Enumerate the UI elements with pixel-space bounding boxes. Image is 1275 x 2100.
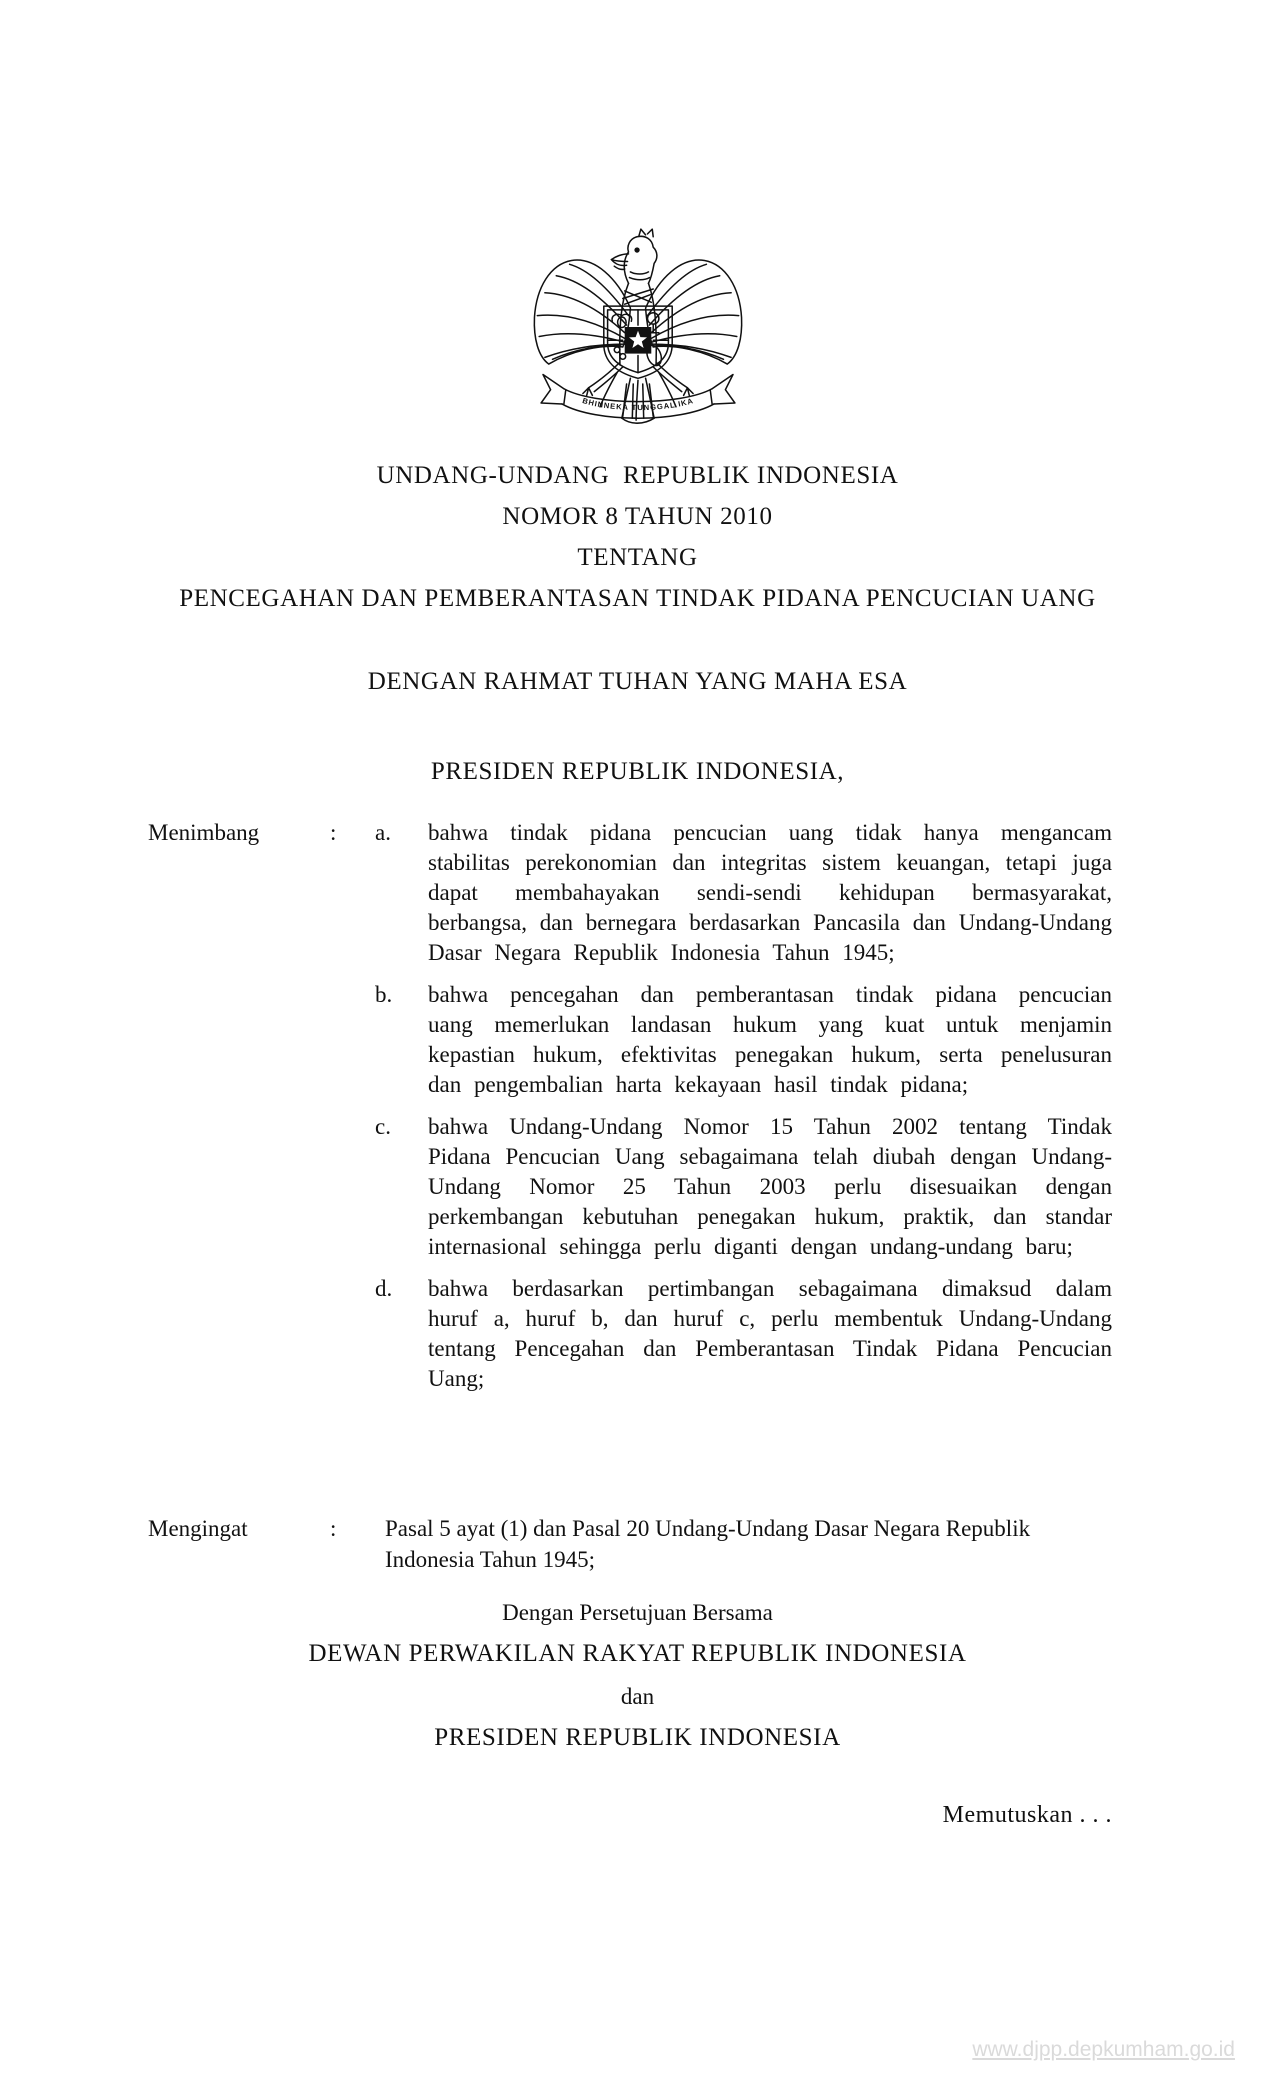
menimbang-items xyxy=(375,818,1112,1394)
motto-text: BHINNEKA TUNGGAL IKA xyxy=(581,396,695,413)
item-text: bahwa pencegahan dan pemberantasan tindak pidana pencucian uang memerlukan landasan hukum yang kuat untuk menjamin kepastian hukum, efektivitas penegakan hukum, serta penelusuran dan pengembalian harta kekayaan hasil tindak pidana; xyxy=(428,982,1112,1097)
watermark-link: www.djpp.depkumham.go.id xyxy=(972,2038,1235,2061)
mengingat-label: Mengingat xyxy=(148,1516,248,1541)
menimbang-section xyxy=(148,818,1112,1394)
mengingat-colon: : xyxy=(330,1516,337,1541)
item-letter: b. xyxy=(375,982,393,1007)
title-line-4: PENCEGAHAN DAN PEMBERANTASAN TINDAK PIDANA PENCUCIAN UANG xyxy=(179,585,1096,612)
item-letter: a. xyxy=(375,820,391,845)
chain-icon xyxy=(614,347,625,359)
item-letter: d. xyxy=(375,1276,393,1301)
item-text: bahwa berdasarkan pertimbangan sebagaimana dimaksud dalam huruf a, huruf b, dan huruf c, perlu membentuk Undang-Undang tentang Pencegahan dan Pemberantasan Tindak Pidana Pencucian Uang; xyxy=(428,1276,1112,1391)
president-line: PRESIDEN REPUBLIK INDONESIA, xyxy=(430,758,845,785)
agreement-line-3: dan xyxy=(620,1684,655,1709)
agreement-line-4: PRESIDEN REPUBLIK INDONESIA xyxy=(434,1724,841,1751)
menimbang-item-d xyxy=(375,1274,1112,1394)
item-text: bahwa tindak pidana pencucian uang tidak hanya mengancam stabilitas perekonomian dan integritas sistem keuangan, tetapi juga dapat membahayakan sendi-sendi kehidupan bermasyarakat, berbangsa, dan bernegara berdasarkan Pancasila dan Undang-Undang Dasar Negara Republik Indonesia Tahun 1945; xyxy=(428,820,1112,965)
item-letter: c. xyxy=(375,1114,391,1139)
mengingat-text: Pasal 5 ayat (1) dan Pasal 20 Undang-Undang Dasar Negara Republik Indonesia Tahun 1945; xyxy=(385,1516,1031,1572)
menimbang-item-b xyxy=(375,980,1112,1100)
item-text: bahwa Undang-Undang Nomor 15 Tahun 2002 tentang Tindak Pidana Pencucian Uang sebagaimana telah diubah dengan Undang-Undang Nomor 25 Tahun 2003 perlu disesuaikan dengan perkembangan kebutuhan penegakan hukum, praktik, dan standar internasional sehingga perlu diganti dengan undang-undang baru; xyxy=(428,1114,1112,1259)
title-line-3: TENTANG xyxy=(577,544,698,571)
wing-right-icon xyxy=(646,260,742,364)
menimbang-item-c xyxy=(375,1112,1112,1262)
menimbang-colon: : xyxy=(330,820,337,845)
eagle-head-icon xyxy=(611,229,656,283)
wing-left-icon xyxy=(534,260,630,364)
agreement-line-1: Dengan Persetujuan Bersama xyxy=(502,1600,773,1625)
title-line-2: NOMOR 8 TAHUN 2010 xyxy=(502,503,773,530)
tail-feathers-icon xyxy=(600,373,676,424)
agreement-line-2: DEWAN PERWAKILAN RAKYAT REPUBLIK INDONESIA xyxy=(308,1640,967,1667)
mengingat-section xyxy=(148,1513,1112,1575)
document-title-block xyxy=(0,455,1275,619)
menimbang-item-a xyxy=(375,818,1112,968)
title-line-1: UNDANG-UNDANG REPUBLIK INDONESIA xyxy=(376,462,899,489)
continuation-catchword: Memutuskan . . . xyxy=(942,1802,1112,1828)
grace-line: DENGAN RAHMAT TUHAN YANG MAHA ESA xyxy=(367,668,908,695)
menimbang-label: Menimbang xyxy=(148,820,260,845)
garuda-pancasila-emblem xyxy=(524,222,752,432)
